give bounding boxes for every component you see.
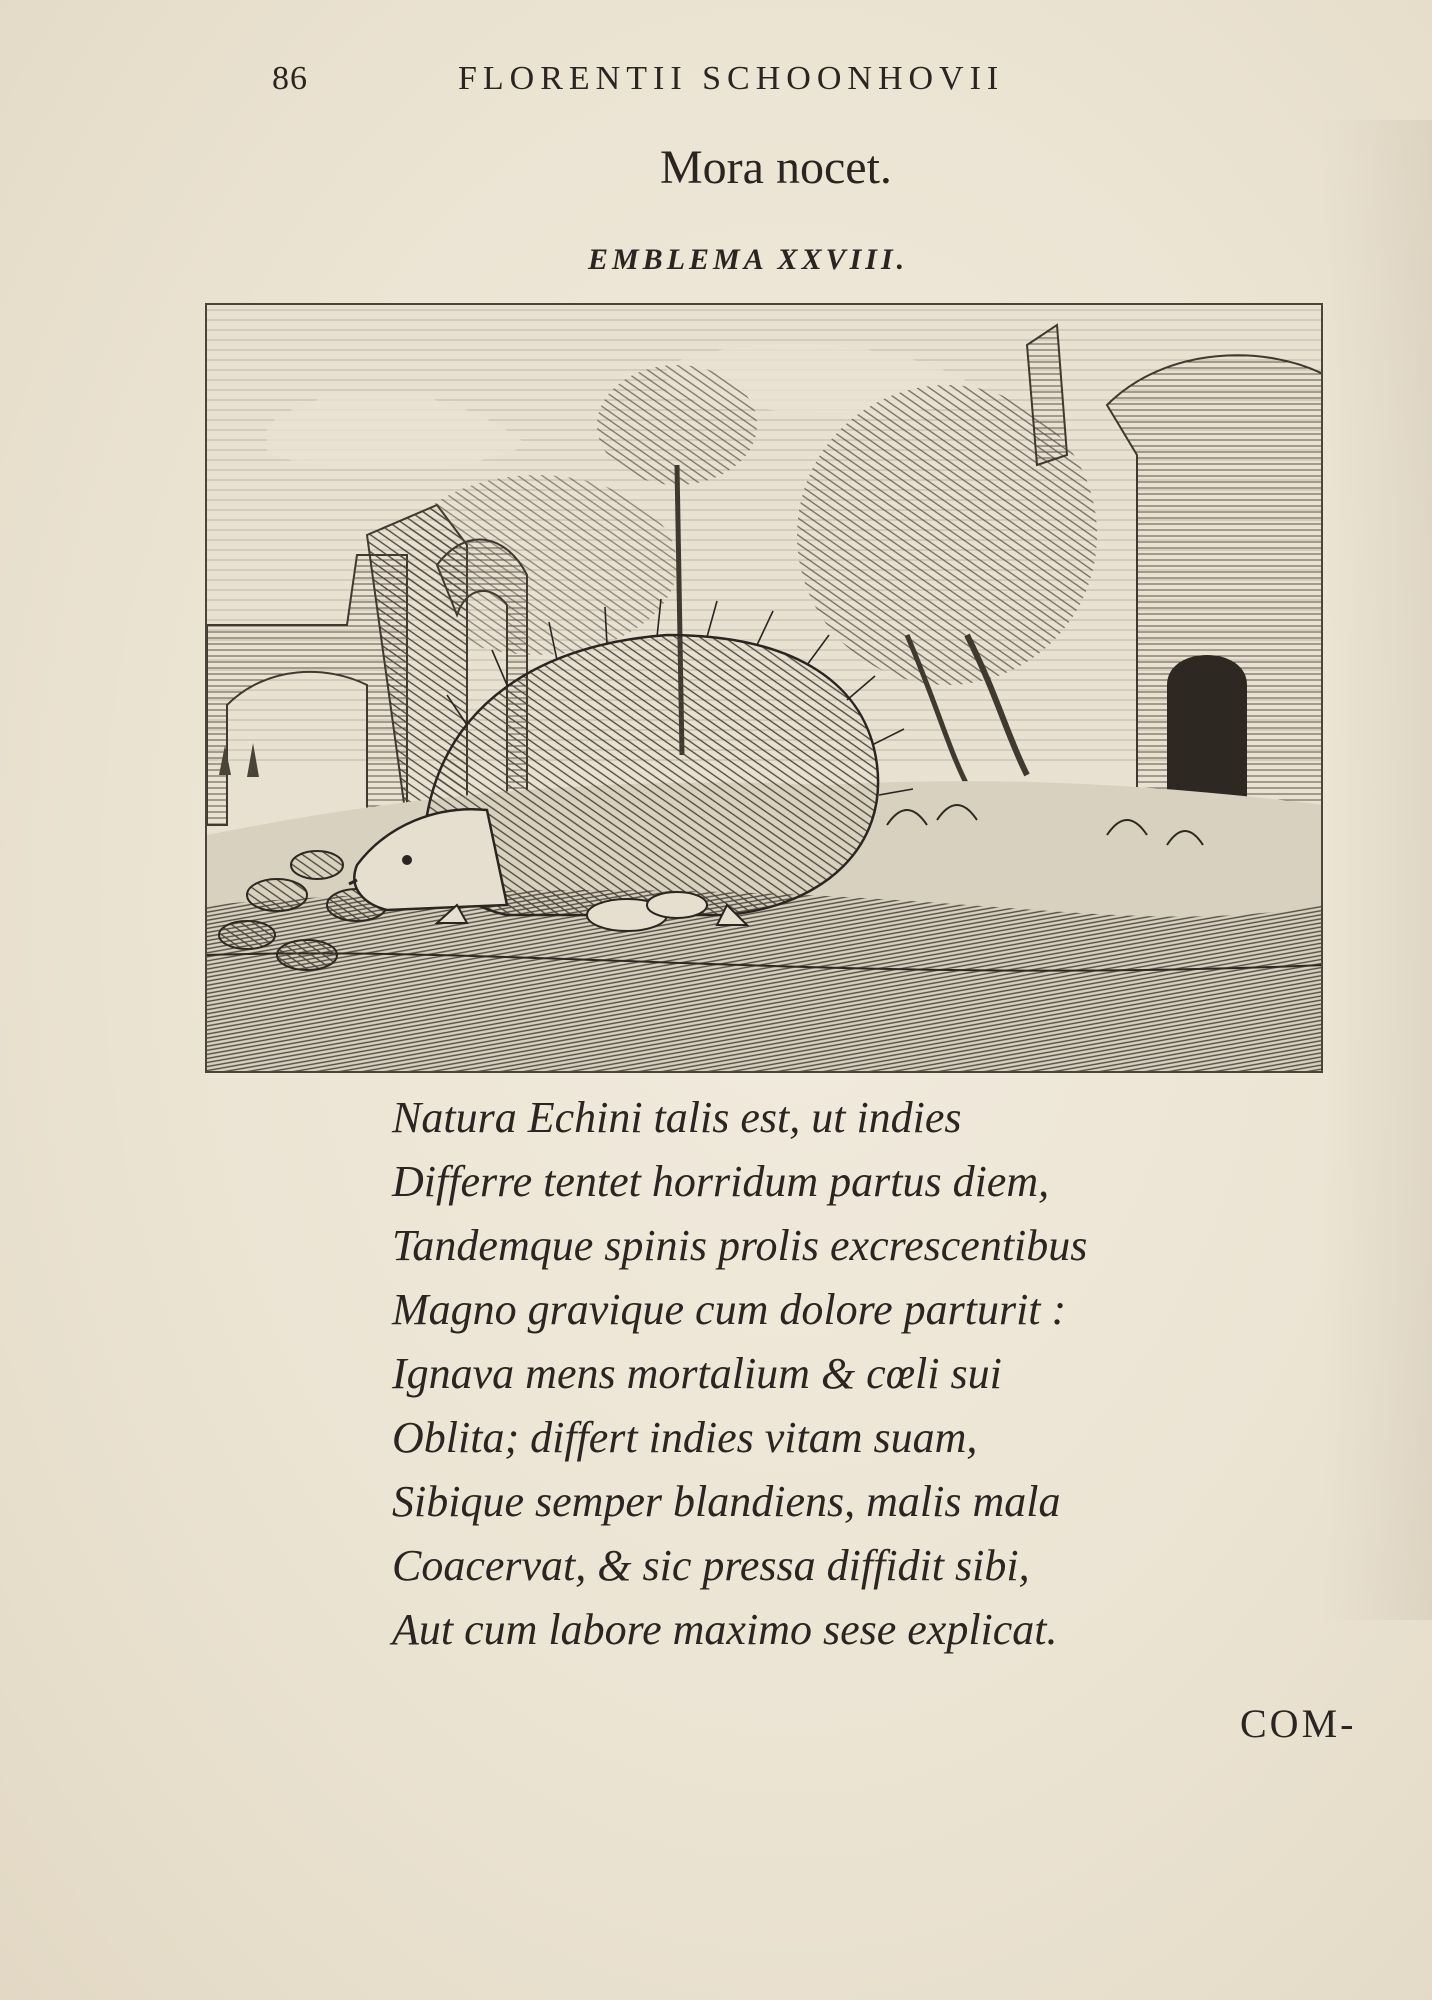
show-through-shadow [1322, 120, 1432, 1620]
verse-line: Differre tentet horridum partus diem, [392, 1157, 1050, 1206]
verse-line: Aut cum labore maximo sese explicat. [392, 1605, 1058, 1654]
motto-title: Mora nocet. [660, 141, 892, 194]
verse-line: Natura Echini talis est, ut indies [392, 1093, 962, 1142]
page-number: 86 [272, 60, 308, 97]
emblem-verse [392, 1086, 1322, 1662]
emblem-label: EMBLEMA XXVIII. [588, 243, 909, 276]
hedgehog-engraving-icon [207, 305, 1323, 1073]
catchword: COM- [1240, 1701, 1357, 1746]
emblem-engraving [205, 303, 1323, 1073]
verse-line: Ignava mens mortalium & cœli sui [392, 1349, 1002, 1398]
verse-line: Magno gravique cum dolore parturit : [392, 1285, 1067, 1334]
verse-line: Sibique semper blandiens, malis mala [392, 1477, 1061, 1526]
verse-line: Tandemque spinis prolis excrescentibus [392, 1221, 1088, 1270]
running-head: FLORENTII SCHOONHOVII [458, 60, 1005, 97]
verse-line: Coacervat, & sic pressa diffidit sibi, [392, 1541, 1030, 1590]
verse-line: Oblita; differt indies vitam suam, [392, 1413, 978, 1462]
